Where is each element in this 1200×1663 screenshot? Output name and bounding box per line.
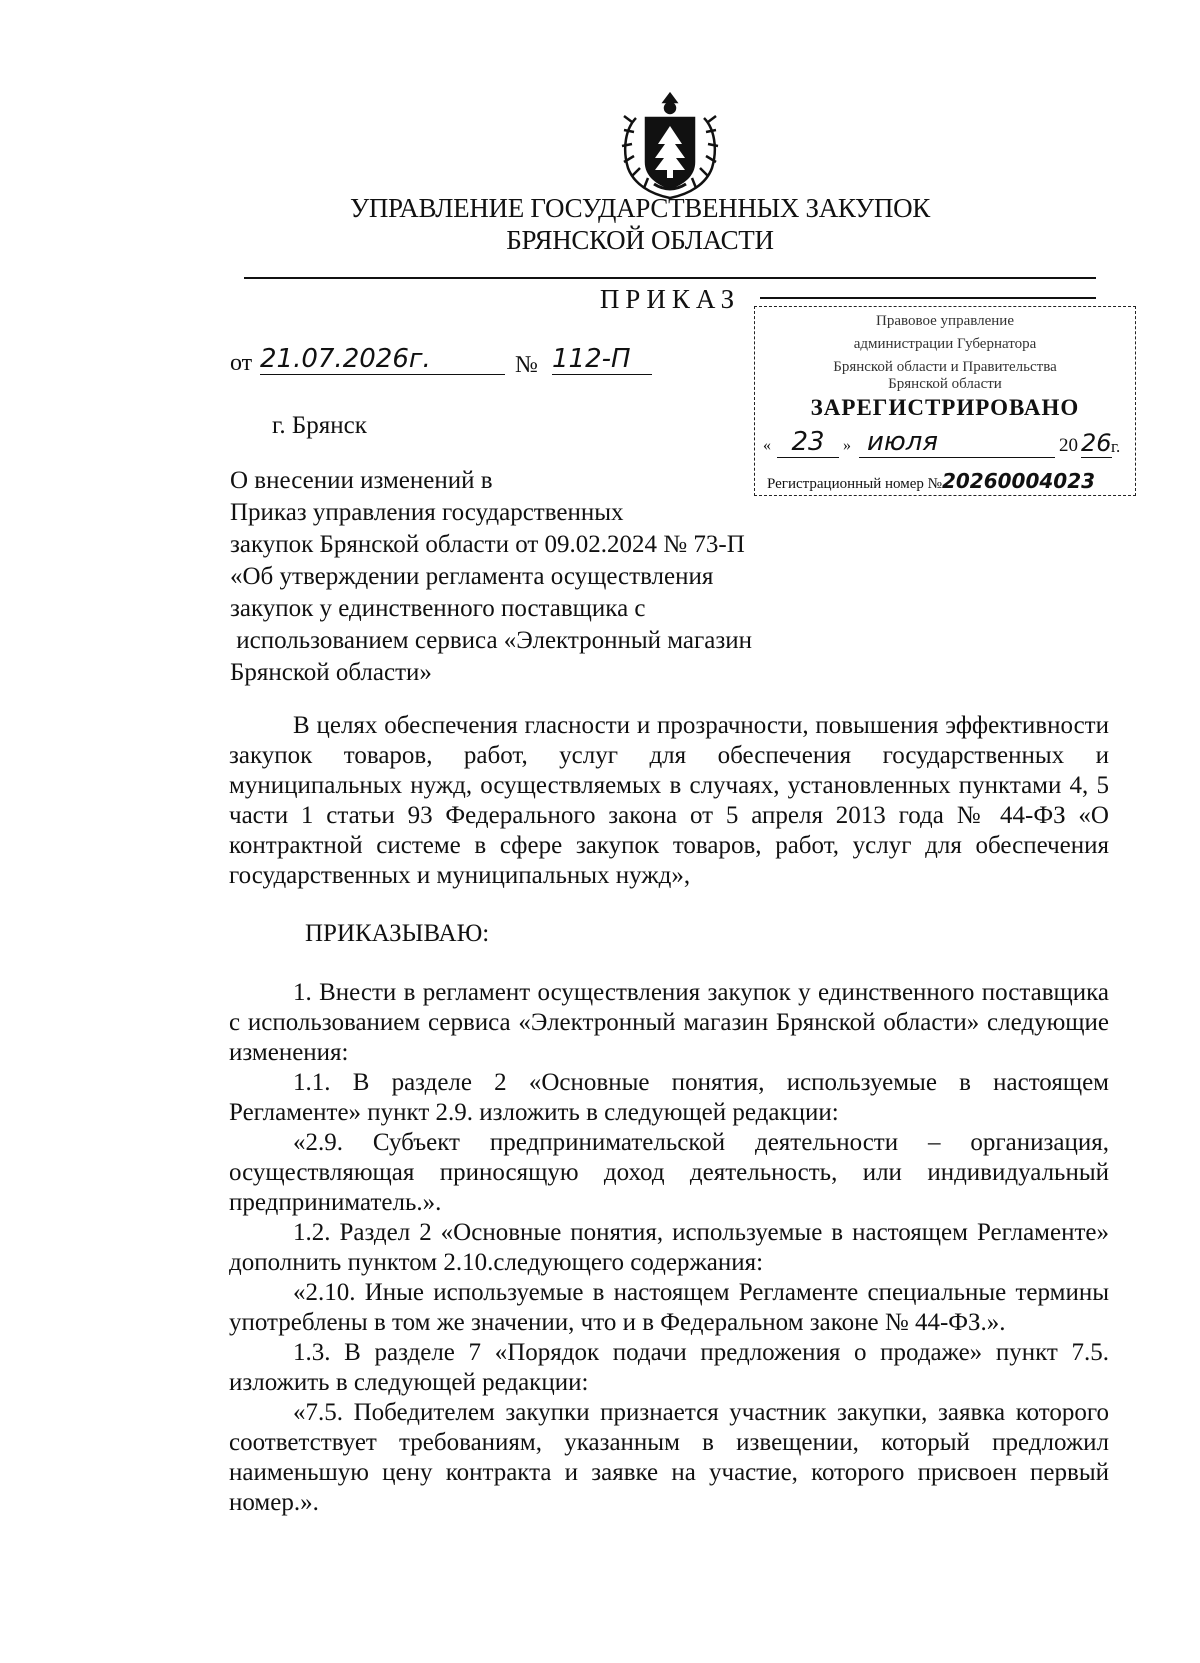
title-divider	[760, 297, 1096, 299]
order-paragraph: «2.10. Иные используемые в настоящем Регламенте специальные термины употреблены в том же значении, что и в Федеральном законе № 44-ФЗ.».	[229, 1279, 1109, 1336]
stamp-line-3: Брянской области и Правительства	[833, 359, 1057, 375]
organization-name-line1: УПРАВЛЕНИЕ ГОСУДАРСТВЕННЫХ ЗАКУПОК	[350, 193, 930, 223]
order-items	[229, 978, 1109, 1518]
stamp-line-4: Брянской области	[888, 376, 1002, 392]
stamp-year-prefix: 20	[1059, 435, 1078, 456]
order-number-label: №	[515, 352, 538, 378]
order-paragraph: 1.1. В разделе 2 «Основные понятия, используемые в настоящем Регламенте» пункт 2.9. изложить в следующей редакции:	[229, 1069, 1109, 1126]
subject-line: О внесении изменений в	[230, 467, 493, 494]
order-paragraph: 1. Внести в регламент осуществления закупок у единственного поставщика с использованием сервиса «Электронный магазин Брянской области» следующие изменения:	[229, 979, 1109, 1066]
stamp-day: 23	[777, 427, 839, 458]
order-from-label: от	[230, 350, 253, 376]
order-paragraph: 1.2. Раздел 2 «Основные понятия, используемые в настоящем Регламенте» дополнить пунктом 2.10.следующего содержания:	[229, 1219, 1109, 1276]
header-divider	[244, 277, 1096, 279]
organization-name-line2: БРЯНСКОЙ ОБЛАСТИ	[506, 225, 774, 255]
subject-line: использованием сервиса «Электронный магазин	[230, 627, 753, 654]
stamp-reg-number-row	[767, 469, 1133, 493]
order-subject	[230, 465, 790, 689]
document-type-title: ПРИКАЗ	[599, 284, 741, 314]
order-paragraph: 1.3. В разделе 7 «Порядок подачи предложения о продаже» пункт 7.5. изложить в следующей редакции:	[229, 1339, 1109, 1396]
order-date: 21.07.2026г.	[260, 344, 505, 375]
order-date-number	[230, 346, 650, 382]
stamp-reg-label: Регистрационный номер №	[767, 476, 942, 492]
stamp-registered-label: ЗАРЕГИСТРИРОВАНО	[810, 395, 1080, 420]
subject-line: Брянской области»	[230, 659, 432, 686]
subject-line: Приказ управления государственных	[230, 499, 624, 526]
registration-stamp	[754, 306, 1136, 496]
stamp-month: июля	[859, 427, 1055, 458]
stamp-year-suffix: 26	[1081, 429, 1112, 457]
order-city: г. Брянск	[272, 412, 367, 439]
stamp-line-1: Правовое управление	[876, 313, 1014, 329]
organization-name	[330, 192, 950, 256]
subject-line: закупок Брянской области от 09.02.2024 № 73-П	[230, 531, 745, 558]
subject-line: закупок у единственного поставщика с	[230, 595, 646, 622]
command-word: ПРИКАЗЫВАЮ:	[305, 920, 490, 947]
order-paragraph: «2.9. Субъект предпринимательской деятельности – организация, осуществляющая приносящую доход деятельность, или индивидуальный предприниматель.».	[229, 1129, 1109, 1216]
subject-line: «Об утверждении регламента осуществления	[230, 563, 714, 590]
order-paragraph: «7.5. Победителем закупки признается участник закупки, заявка которого соответствует требованиям, указанным в извещении, который предложил наименьшую цену контракта и заявке на участие, которого присвоен первый номер.».	[229, 1399, 1109, 1516]
stamp-reg-number: 20260004023	[941, 469, 1096, 493]
stamp-line-2: администрации Губернатора	[853, 336, 1037, 352]
preamble-paragraph: В целях обеспечения гласности и прозрачности, повышения эффективности закупок товаров, работ, услуг для обеспечения государственных и муниципальных нужд, осуществляемых в случаях, установленных пунктами 4, 5 части 1 статьи 93 Федерального закона от 5 апреля 2013 года № 44-ФЗ «О контрактной системе в сфере закупок товаров, работ, услуг для обеспечения государственных и муниципальных нужд»,	[229, 712, 1109, 889]
preamble-block	[229, 711, 1109, 891]
order-number: 112-П	[552, 344, 652, 375]
stamp-date-row: « 23 » июля 20 26 г.	[763, 427, 1121, 457]
coat-of-arms-emblem	[614, 88, 726, 204]
stamp-year-unit: г.	[1111, 437, 1121, 456]
